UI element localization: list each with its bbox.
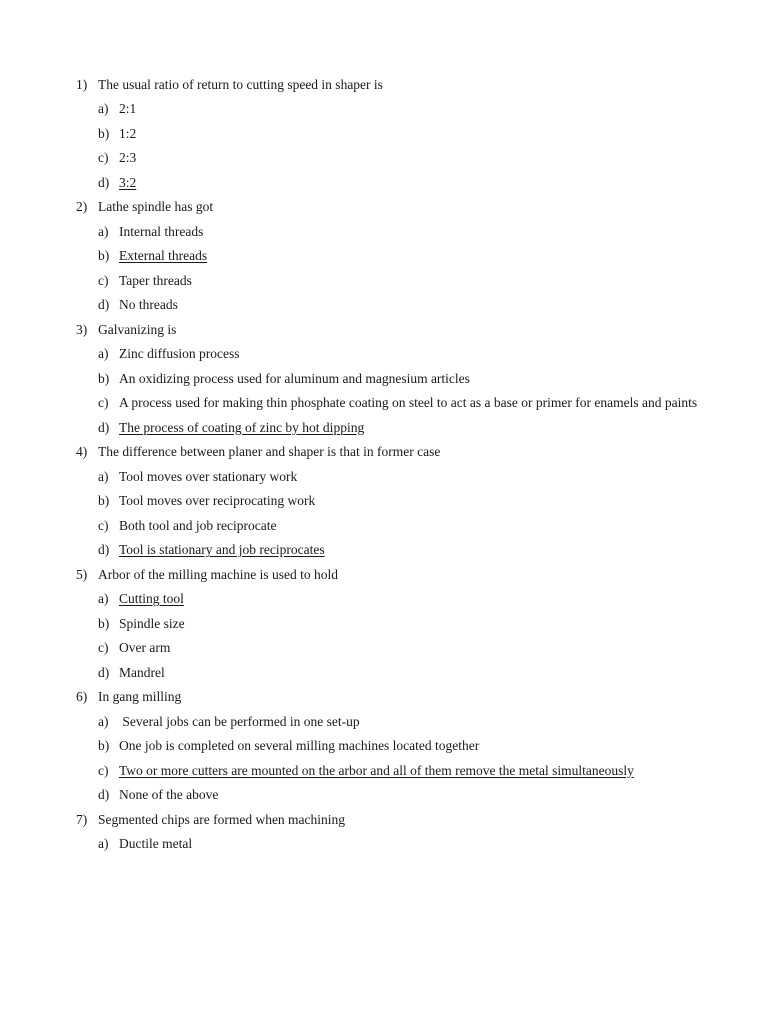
question-1 <box>0 73 768 196</box>
question-6 <box>0 685 768 808</box>
option-text: Ductile metal <box>119 836 193 851</box>
answer-option <box>0 538 768 563</box>
option-text: Taper threads <box>119 272 192 288</box>
question-number: 2) <box>76 199 88 214</box>
option-letter: d) <box>98 542 110 557</box>
question-line <box>0 808 768 833</box>
option-list <box>0 342 768 440</box>
question-7 <box>0 808 768 857</box>
option-list <box>0 465 768 563</box>
answer-option <box>0 269 768 294</box>
option-list <box>0 710 768 808</box>
answer-option <box>0 293 768 318</box>
question-4 <box>0 440 768 563</box>
correct-answer-text: External threads <box>119 248 208 263</box>
option-letter: c) <box>98 150 109 165</box>
option-letter: b) <box>98 370 110 386</box>
answer-option <box>0 220 768 245</box>
question-number: 1) <box>76 76 88 92</box>
option-text: Tool moves over stationary work <box>119 468 298 484</box>
correct-answer-text: Two or more cutters are mounted on the arbor and all of them remove the metal simultaneously <box>119 762 634 778</box>
option-text: Internal threads <box>119 223 204 239</box>
answer-option <box>0 832 768 857</box>
answer-option <box>0 465 768 490</box>
question-number: 4) <box>76 444 88 459</box>
answer-option <box>0 122 768 147</box>
answer-option <box>0 146 768 171</box>
option-letter: a) <box>98 468 109 484</box>
answer-option <box>0 612 768 637</box>
answer-option <box>0 171 768 196</box>
option-text: One job is completed on several milling machines located together <box>119 738 480 753</box>
answer-option <box>0 587 768 612</box>
option-letter: a) <box>98 713 109 729</box>
question-2 <box>0 195 768 318</box>
question-line <box>0 563 768 588</box>
answer-option <box>0 416 768 441</box>
question-list <box>0 73 768 857</box>
option-text: A process used for making thin phosphate coating on steel to act as a base or primer for enamels and paints <box>119 395 698 410</box>
option-text: 1:2 <box>119 125 137 141</box>
question-number: 3) <box>76 321 88 337</box>
option-text: No threads <box>119 297 178 312</box>
option-letter: d) <box>98 174 110 190</box>
question-line <box>0 73 768 98</box>
question-text: In gang milling <box>98 689 182 704</box>
question-number: 7) <box>76 811 88 827</box>
question-5 <box>0 563 768 686</box>
option-text: An oxidizing process used for aluminum and magnesium articles <box>119 370 470 386</box>
answer-option <box>0 391 768 416</box>
option-text: 2:3 <box>119 150 137 165</box>
answer-option <box>0 514 768 539</box>
question-text: Segmented chips are formed when machining <box>98 811 346 827</box>
option-list <box>0 587 768 685</box>
option-letter: c) <box>98 272 109 288</box>
question-number: 5) <box>76 566 88 582</box>
option-letter: d) <box>98 297 110 312</box>
answer-option <box>0 367 768 392</box>
question-text: Lathe spindle has got <box>98 199 214 214</box>
answer-option <box>0 734 768 759</box>
option-text: Mandrel <box>119 664 165 680</box>
option-letter: a) <box>98 223 109 239</box>
question-3 <box>0 318 768 441</box>
answer-option <box>0 489 768 514</box>
question-number: 6) <box>76 689 88 704</box>
answer-option <box>0 244 768 269</box>
question-text: Galvanizing is <box>98 321 177 337</box>
option-text: Over arm <box>119 640 171 655</box>
option-letter: b) <box>98 493 110 508</box>
option-letter: a) <box>98 591 109 606</box>
correct-answer-text: Tool is stationary and job reciprocates <box>119 542 325 557</box>
option-list <box>0 832 768 857</box>
correct-answer-text: Cutting tool <box>119 591 184 606</box>
question-line <box>0 318 768 343</box>
option-text: Spindle size <box>119 615 185 631</box>
answer-option <box>0 661 768 686</box>
option-text: None of the above <box>119 787 219 802</box>
answer-option <box>0 759 768 784</box>
question-line <box>0 195 768 220</box>
option-text: Zinc diffusion process <box>119 346 240 361</box>
option-letter: c) <box>98 762 109 778</box>
option-letter: c) <box>98 517 109 533</box>
option-letter: b) <box>98 738 110 753</box>
option-text: Tool moves over reciprocating work <box>119 493 316 508</box>
option-text: Both tool and job reciprocate <box>119 517 277 533</box>
option-letter: a) <box>98 836 109 851</box>
option-letter: a) <box>98 346 109 361</box>
option-letter: c) <box>98 395 109 410</box>
answer-option <box>0 783 768 808</box>
question-text: The usual ratio of return to cutting speed in shaper is <box>98 76 383 92</box>
answer-option <box>0 97 768 122</box>
answer-option <box>0 636 768 661</box>
question-line <box>0 440 768 465</box>
option-letter: b) <box>98 125 110 141</box>
question-text: Arbor of the milling machine is used to hold <box>98 566 338 582</box>
answer-option <box>0 342 768 367</box>
option-text: 2:1 <box>119 101 137 116</box>
option-list <box>0 220 768 318</box>
option-text: Several jobs can be performed in one set-up <box>119 713 360 729</box>
option-letter: c) <box>98 640 109 655</box>
question-text: The difference between planer and shaper is that in former case <box>98 444 441 459</box>
option-letter: b) <box>98 248 110 263</box>
answer-option <box>0 710 768 735</box>
option-letter: d) <box>98 664 110 680</box>
option-list <box>0 97 768 195</box>
option-letter: b) <box>98 615 110 631</box>
correct-answer-text: 3:2 <box>119 174 137 190</box>
option-letter: a) <box>98 101 109 116</box>
option-letter: d) <box>98 419 110 435</box>
option-letter: d) <box>98 787 110 802</box>
question-line <box>0 685 768 710</box>
correct-answer-text: The process of coating of zinc by hot dipping <box>119 419 365 435</box>
